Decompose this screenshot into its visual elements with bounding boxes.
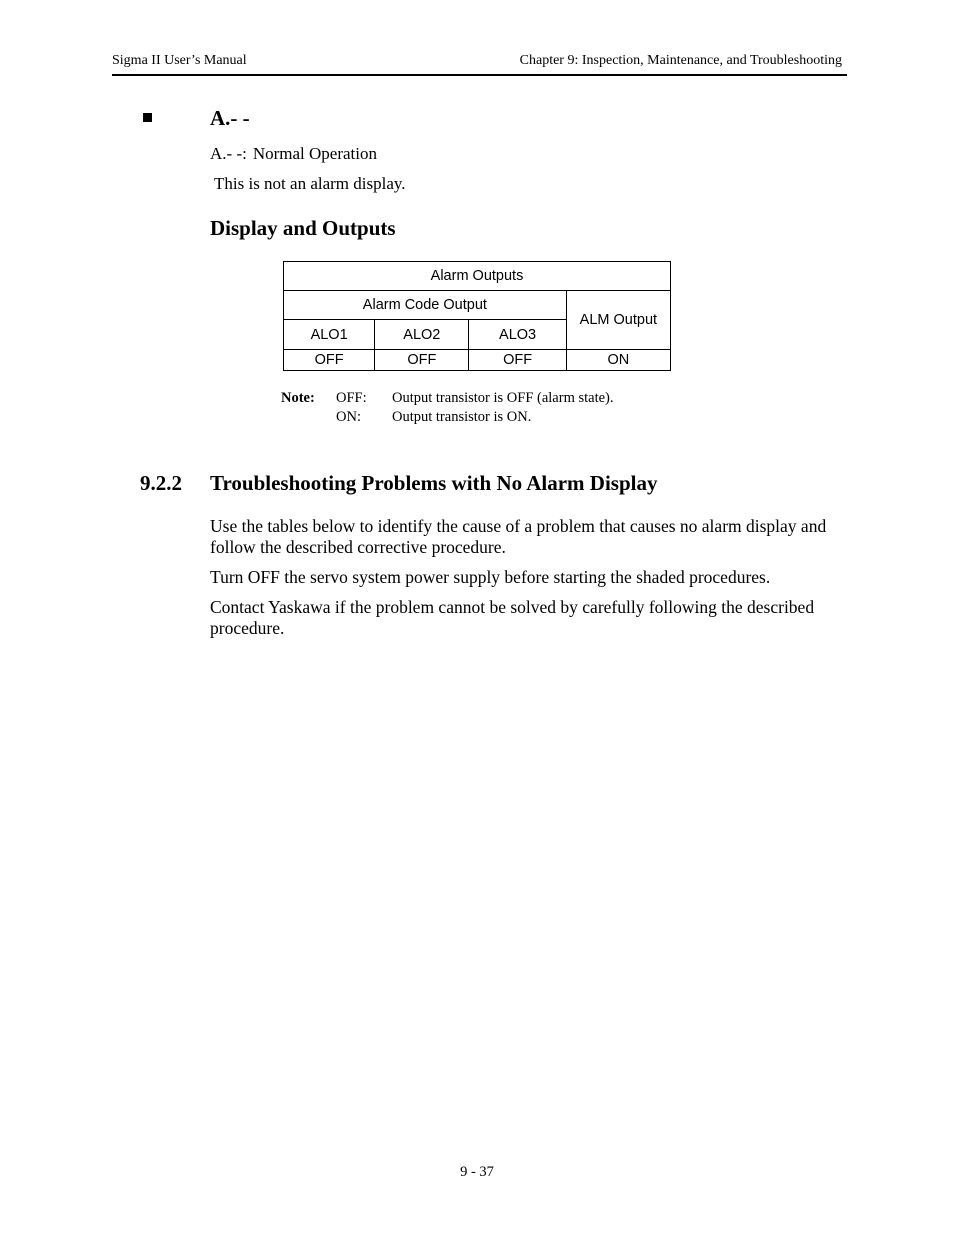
section-number: 9.2.2 (140, 471, 182, 495)
table-title-cell: Alarm Outputs (284, 262, 671, 291)
column-header-alo1: ALO1 (284, 320, 375, 350)
paragraph: Turn OFF the servo system power supply before starting the shaded procedures. (210, 567, 771, 587)
value-alo3: OFF (469, 350, 566, 371)
header-rule (112, 74, 847, 76)
value-alm: ON (566, 350, 670, 371)
alarm-code-heading: A.- - (210, 106, 250, 130)
note-key: OFF: (336, 390, 367, 406)
note-key: ON: (336, 409, 361, 425)
note-text: Output transistor is ON. (392, 409, 532, 425)
alarm-code-label: A.- -: (210, 144, 247, 163)
alarm-description: This is not an alarm display. (214, 174, 406, 193)
paragraph: Contact Yaskawa if the problem cannot be solved by carefully following the described procedure. (210, 597, 815, 638)
alarm-code-meaning: Normal Operation (252, 144, 377, 163)
square-bullet-icon (143, 113, 152, 122)
alm-output-header: ALM Output (566, 291, 670, 350)
column-header-alo3: ALO3 (469, 320, 566, 350)
table-row (284, 350, 671, 371)
column-header-alo2: ALO2 (375, 320, 469, 350)
note-label: Note: (281, 390, 315, 406)
note-text: Output transistor is OFF (alarm state). (392, 390, 614, 406)
page-number: 9 - 37 (460, 1164, 494, 1180)
note-texts (392, 389, 614, 427)
display-outputs-heading: Display and Outputs (210, 216, 396, 240)
alarm-outputs-table (283, 261, 671, 371)
section-title: Troubleshooting Problems with No Alarm Display (210, 471, 658, 495)
running-header-left: Sigma II User’s Manual (112, 53, 247, 68)
paragraph: Use the tables below to identify the cause of a problem that causes no alarm display and follow the described corrective procedure. (210, 516, 827, 557)
alarm-code-line (210, 143, 377, 165)
value-alo2: OFF (375, 350, 469, 371)
running-header-right: Chapter 9: Inspection, Maintenance, and Troubleshooting (519, 53, 842, 68)
value-alo1: OFF (284, 350, 375, 371)
alarm-code-output-header: Alarm Code Output (284, 291, 567, 320)
note-keys (336, 389, 367, 427)
